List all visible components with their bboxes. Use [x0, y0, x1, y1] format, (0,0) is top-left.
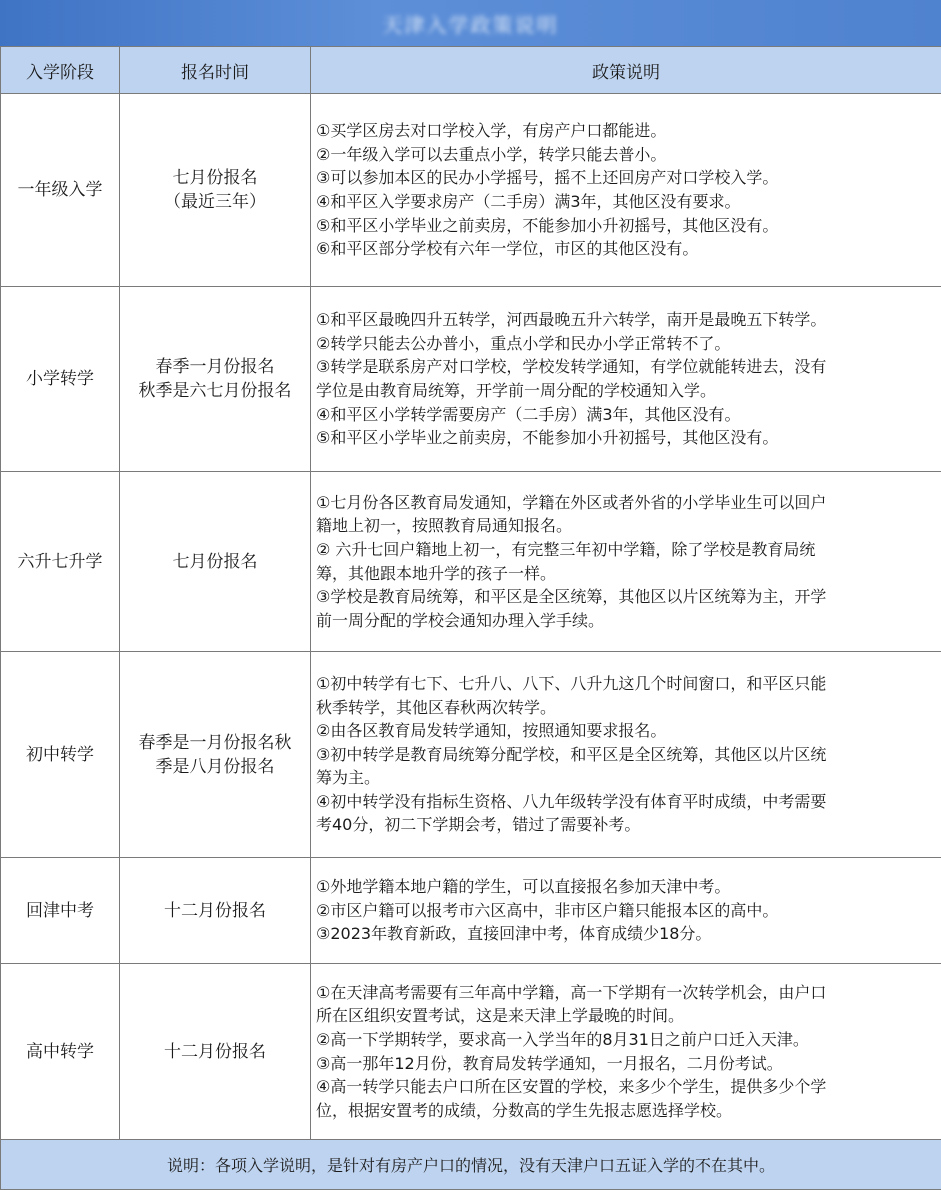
policy-line: ①初中转学有七下、七升八、八下、八升九这几个时间窗口，和平区只能: [316, 672, 935, 696]
policy-line: ⑥和平区部分学校有六年一学位，市区的其他区没有。: [316, 237, 935, 261]
policy-line: 筹，其他跟本地升学的孩子一样。: [316, 562, 935, 586]
policy-cell: [311, 964, 941, 1140]
policy-cell: [311, 652, 941, 858]
time-line: 春季是一月份报名秋: [128, 731, 302, 755]
policy-line: ③初中转学是教育局统筹分配学校，和平区是全区统筹，其他区以片区统: [316, 743, 935, 767]
time-line: 季是八月份报名: [128, 755, 302, 779]
policy-line: ③高一那年12月份，教育局发转学通知，一月报名，二月份考试。: [316, 1052, 935, 1076]
table-row: [1, 858, 941, 964]
stage-cell: 初中转学: [1, 652, 120, 858]
table-row: [1, 94, 941, 287]
page-title: 天津入学政策说明: [383, 9, 559, 38]
stage-cell: 回津中考: [1, 858, 120, 964]
policy-line: ④高一转学只能去户口所在区安置的学校，来多少个学生，提供多少个学: [316, 1075, 935, 1099]
policy-line: 位，根据安置考的成绩，分数高的学生先报志愿选择学校。: [316, 1099, 935, 1123]
table-row: [1, 287, 941, 472]
header-policy: 政策说明: [311, 47, 941, 94]
time-line: 秋季是六七月份报名: [128, 379, 302, 403]
policy-line: ④和平区小学转学需要房产（二手房）满3年，其他区没有。: [316, 403, 935, 427]
header-stage: 入学阶段: [1, 47, 120, 94]
table-row: [1, 472, 941, 652]
time-line: 十二月份报名: [128, 1040, 302, 1064]
policy-cell: [311, 287, 941, 472]
policy-line: ③可以参加本区的民办小学摇号，摇不上还回房产对口学校入学。: [316, 166, 935, 190]
policy-line: ②转学只能去公办普小，重点小学和民办小学正常转不了。: [316, 332, 935, 356]
table-row: [1, 652, 941, 858]
stage-cell: 小学转学: [1, 287, 120, 472]
policy-line: 所在区组织安置考试，这是来天津上学最晚的时间。: [316, 1004, 935, 1028]
title-banner: [0, 0, 941, 46]
stage-cell: 一年级入学: [1, 94, 120, 287]
policy-line: 学位是由教育局统筹，开学前一周分配的学校通知入学。: [316, 379, 935, 403]
time-line: 七月份报名: [128, 166, 302, 190]
time-line: 七月份报名: [128, 550, 302, 574]
stage-cell: 高中转学: [1, 964, 120, 1140]
policy-cell: [311, 94, 941, 287]
time-line: （最近三年）: [128, 190, 302, 214]
table-row: [1, 964, 941, 1140]
policy-line: ①买学区房去对口学校入学，有房产户口都能进。: [316, 119, 935, 143]
footer-row: [1, 1140, 941, 1190]
policy-line: ①和平区最晚四升五转学，河西最晚五升六转学，南开是最晚五下转学。: [316, 308, 935, 332]
policy-line: 前一周分配的学校会通知办理入学手续。: [316, 609, 935, 633]
policy-line: ②由各区教育局发转学通知，按照通知要求报名。: [316, 719, 935, 743]
policy-line: ④初中转学没有指标生资格、八九年级转学没有体育平时成绩，中考需要: [316, 790, 935, 814]
policy-line: ③2023年教育新政，直接回津中考，体育成绩少18分。: [316, 922, 935, 946]
policy-line: 考40分，初二下学期会考，错过了需要补考。: [316, 813, 935, 837]
time-cell: [120, 964, 311, 1140]
time-cell: [120, 94, 311, 287]
policy-line: ③学校是教育局统筹，和平区是全区统筹，其他区以片区统筹为主，开学: [316, 585, 935, 609]
policy-line: ④和平区入学要求房产（二手房）满3年，其他区没有要求。: [316, 190, 935, 214]
policy-line: 籍地上初一，按照教育局通知报名。: [316, 514, 935, 538]
policy-line: ⑤和平区小学毕业之前卖房，不能参加小升初摇号，其他区没有。: [316, 426, 935, 450]
policy-line: ①在天津高考需要有三年高中学籍，高一下学期有一次转学机会，由户口: [316, 981, 935, 1005]
policy-line: ①七月份各区教育局发通知，学籍在外区或者外省的小学毕业生可以回户: [316, 491, 935, 515]
footer-note: 说明：各项入学说明，是针对有房产户口的情况，没有天津户口五证入学的不在其中。: [1, 1140, 941, 1190]
policy-line: ③转学是联系房产对口学校，学校发转学通知，有学位就能转进去，没有: [316, 355, 935, 379]
policy-line: 秋季转学，其他区春秋两次转学。: [316, 696, 935, 720]
policy-line: ②一年级入学可以去重点小学，转学只能去普小。: [316, 143, 935, 167]
time-cell: [120, 287, 311, 472]
header-time: 报名时间: [120, 47, 311, 94]
time-line: 春季一月份报名: [128, 355, 302, 379]
stage-cell: 六升七升学: [1, 472, 120, 652]
policy-line: ② 六升七回户籍地上初一，有完整三年初中学籍，除了学校是教育局统: [316, 538, 935, 562]
time-cell: [120, 652, 311, 858]
policy-cell: [311, 472, 941, 652]
time-cell: [120, 472, 311, 652]
table-body: [1, 94, 941, 1140]
policy-line: ①外地学籍本地户籍的学生，可以直接报名参加天津中考。: [316, 875, 935, 899]
time-line: 十二月份报名: [128, 899, 302, 923]
time-cell: [120, 858, 311, 964]
policy-table: [0, 46, 941, 1190]
policy-line: ⑤和平区小学毕业之前卖房，不能参加小升初摇号，其他区没有。: [316, 214, 935, 238]
policy-line: ②市区户籍可以报考市六区高中，非市区户籍只能报本区的高中。: [316, 899, 935, 923]
table-header-row: [1, 47, 941, 94]
policy-cell: [311, 858, 941, 964]
policy-line: ②高一下学期转学，要求高一入学当年的8月31日之前户口迁入天津。: [316, 1028, 935, 1052]
policy-line: 筹为主。: [316, 766, 935, 790]
